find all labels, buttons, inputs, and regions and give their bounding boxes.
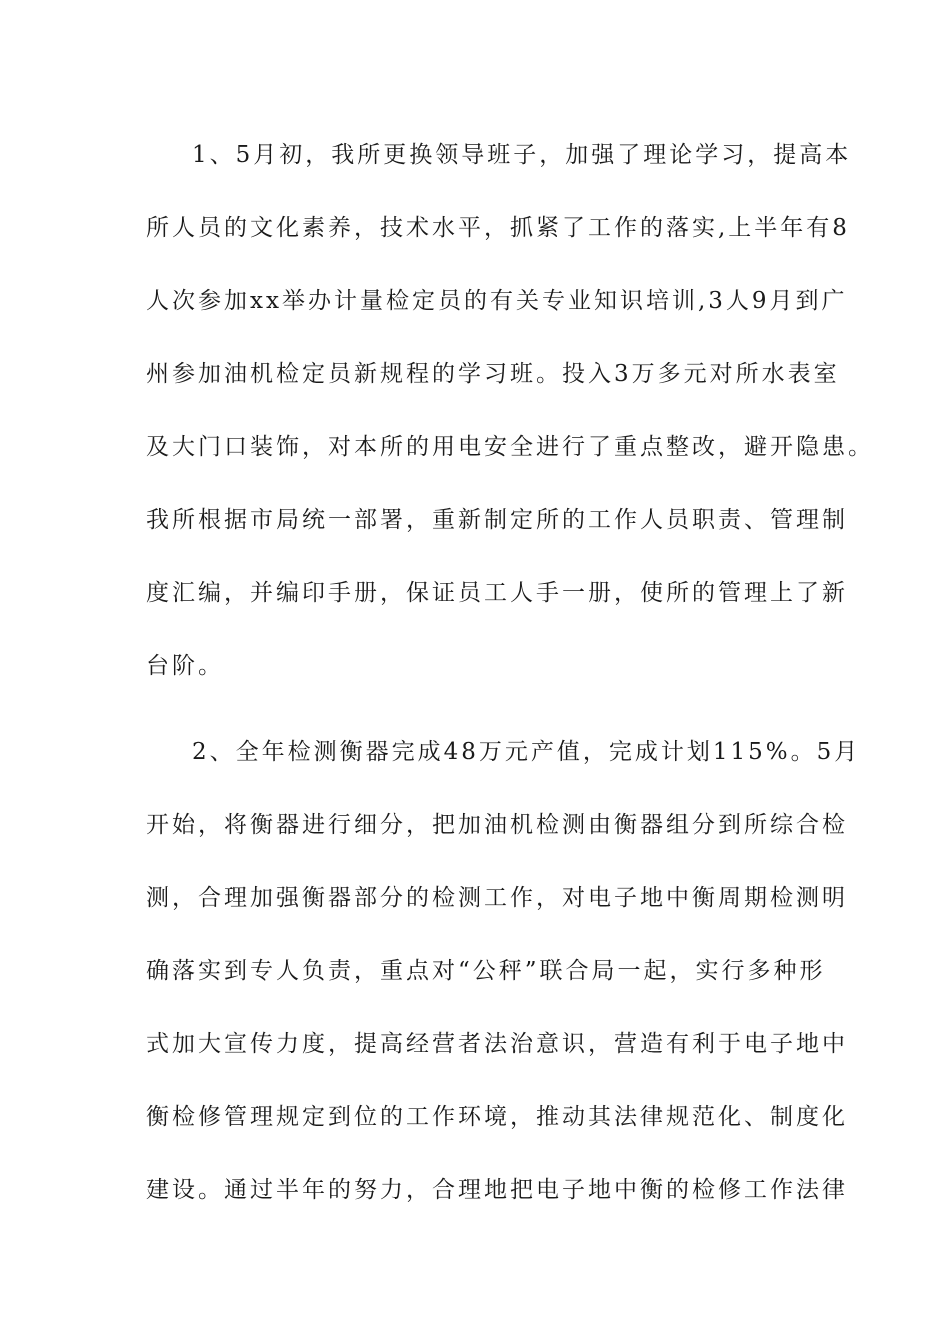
paragraph-2-line-1: 2、全年检测衡器完成48万元产值，完成计划115%。5月 (192, 739, 861, 765)
paragraph-2-line-3: 测，合理加强衡器部分的检测工作，对电子地中衡周期检测明 (146, 885, 848, 911)
paragraph-1-line-7: 度汇编，并编印手册，保证员工人手一册，使所的管理上了新 (146, 580, 848, 606)
paragraph-2-line-7: 建设。通过半年的努力，合理地把电子地中衡的检修工作法律 (146, 1177, 848, 1203)
paragraph-1-line-6: 我所根据市局统一部署，重新制定所的工作人员职责、管理制 (146, 507, 848, 533)
paragraph-1-line-5: 及大门口装饰，对本所的用电安全进行了重点整改，避开隐患。 (146, 434, 874, 460)
paragraph-1-line-2: 所人员的文化素养，技术水平，抓紧了工作的落实,上半年有8 (146, 215, 850, 241)
paragraph-1-line-8: 台阶。 (146, 653, 224, 679)
paragraph-1-line-3: 人次参加xx举办计量检定员的有关专业知识培训,3人9月到广 (146, 288, 848, 314)
paragraph-2-line-5: 式加大宣传力度，提高经营者法治意识，营造有利于电子地中 (146, 1031, 848, 1057)
paragraph-1-line-4: 州参加油机检定员新规程的学习班。投入3万多元对所水表室 (146, 361, 840, 387)
paragraph-2-line-2: 开始，将衡器进行细分，把加油机检测由衡器组分到所综合检 (146, 812, 848, 838)
paragraph-2-line-6: 衡检修管理规定到位的工作环境，推动其法律规范化、制度化 (146, 1104, 848, 1130)
paragraph-1-line-1: 1、5月初，我所更换领导班子，加强了理论学习，提高本 (192, 142, 852, 168)
paragraph-2-line-4: 确落实到专人负责，重点对“公秤”联合局一起，实行多种形 (146, 958, 826, 984)
